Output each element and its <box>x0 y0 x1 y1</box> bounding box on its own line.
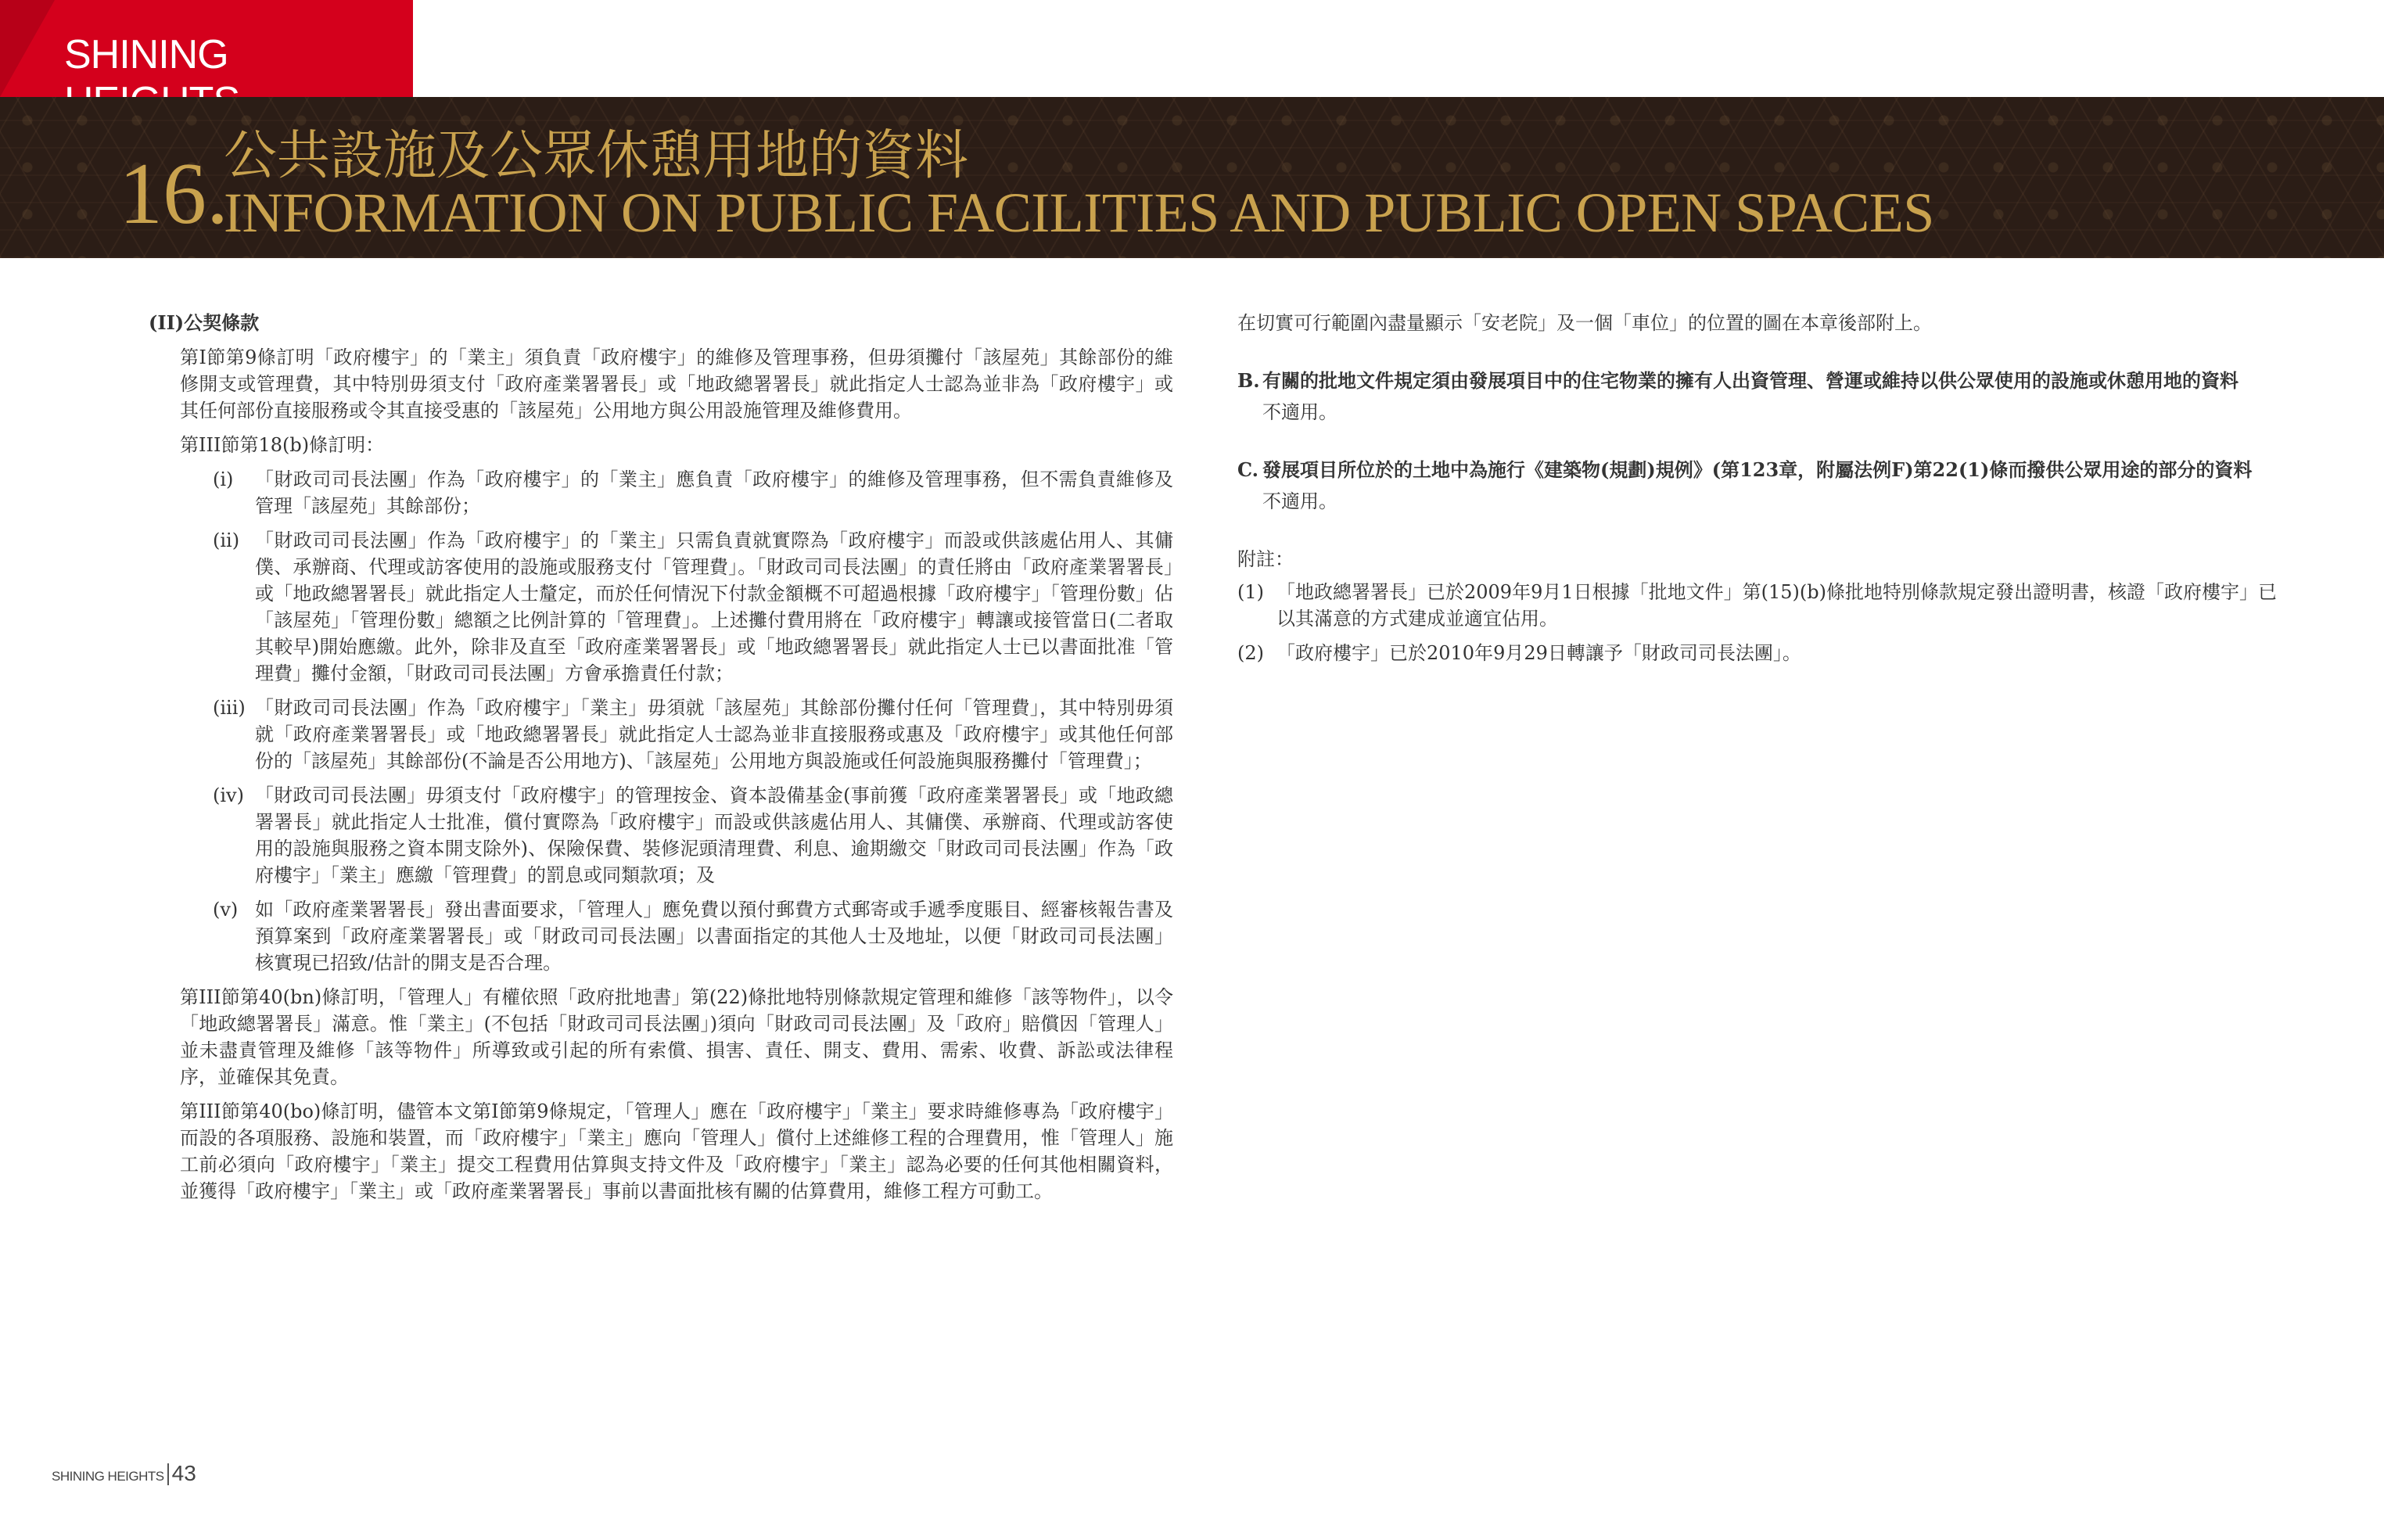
section-title-zh: 公共設施及公眾休憩用地的資料 <box>224 125 969 187</box>
list-item-text: 「財政司司長法團」作為「政府樓宇」「業主」毋須就「該屋苑」其餘部份攤付任何「管理費」，其中特別毋須就「政府產業署署長」或「地政總署署長」就此指定人士認為並非直接服務或惠及「政府樓宇」或其他任何部份的「該屋苑」其餘部份(不論是否公用地方)、「該屋苑」公用地方與設施或任何設施與服務攤付「管理費」； <box>255 697 1173 772</box>
note-label: (1) <box>1237 581 1264 603</box>
note-text: 「地政總署署長」已於2009年9月1日根據「批地文件」第(15)(b)條批地特別條款規定發出證明書，核證「政府樓宇」已以其滿意的方式建成並適宜佔用。 <box>1276 581 2277 630</box>
list-item <box>213 782 1173 888</box>
note-item <box>1237 579 2285 632</box>
list-item-label: (i) <box>213 468 234 490</box>
section-b-heading-text: 有關的批地文件規定須由發展項目中的住宅物業的擁有人出資管理、營運或維持以供公眾使用的設施或休憩用地的資料 <box>1262 369 2239 392</box>
section-c-label: C. <box>1237 458 1259 481</box>
subsection-heading: (II)公契條款 <box>149 311 260 334</box>
paragraph-section-3-clause-18b: 第III節第18(b)條訂明： <box>180 434 385 456</box>
note-label: (2) <box>1237 642 1264 664</box>
list-item-label: (iv) <box>213 784 244 806</box>
page-number: 43 <box>171 1461 196 1485</box>
list-item-text: 如「政府產業署署長」發出書面要求，「管理人」應免費以預付郵費方式郵寄或手遞季度賬目、經審核報告書及預算案到「政府產業署署長」或「財政司司長法團」以書面指定的其他人士及地址，以便「財政司司長法團」核實現已招致/估計的開支是否合理。 <box>255 899 1173 974</box>
notes-title: 附註： <box>1237 548 1294 570</box>
list-item <box>213 896 1173 976</box>
section-b-heading <box>1237 368 2285 394</box>
left-column <box>149 310 1173 1212</box>
footer-divider <box>167 1463 169 1485</box>
paragraph-section-1-clause-9: 第I節第9條訂明「政府樓宇」的「業主」須負責「政府樓宇」的維修及管理事務，但毋須攤付「該屋苑」其餘部份的維修開支或管理費，其中特別毋須支付「政府產業署署長」或「地政總署署長」就此指定人士認為並非為「政府樓宇」或其任何部份直接服務或令其直接受惠的「該屋苑」公用地方與公用設施管理及維修費用。 <box>180 346 1173 422</box>
right-column <box>1237 310 2285 674</box>
brand-tab <box>0 0 413 97</box>
section-b-value: 不適用。 <box>1262 401 1337 423</box>
list-item-text: 「財政司司長法團」作為「政府樓宇」的「業主」只需負責就實際為「政府樓宇」而設或供該處佔用人、其傭僕、承辦商、代理或訪客使用的設施或服務支付「管理費」。「財政司司長法團」的責任將由「政府產業署署長」或「地政總署署長」就此指定人士釐定，而於任何情況下付款金額概不可超過根據「政府樓宇」「管理份數」佔「該屋苑」「管理份數」總額之比例計算的「管理費」。上述攤付費用將在「政府樓宇」轉讓或接管當日(二者取其較早)開始應繳。此外，除非及直至「政府產業署署長」或「地政總署署長」就此指定人士已以書面批准「管理費」攤付金額，「財政司司長法團」方會承擔責任付款； <box>255 529 1173 684</box>
section-number: 16. <box>119 145 228 242</box>
list-item-text: 「財政司司長法團」作為「政府樓宇」的「業主」應負責「政府樓宇」的維修及管理事務，但不需負責維修及管理「該屋苑」其餘部份； <box>255 468 1173 517</box>
brand-name: SHINING <box>64 32 228 77</box>
footer-brand: SHINING HEIGHTS <box>52 1469 164 1484</box>
list-item <box>213 527 1173 687</box>
section-title-en: INFORMATION ON PUBLIC FACILITIES AND PUBLIC OPEN SPACES <box>224 181 1934 244</box>
intro-paragraph: 在切實可行範圍內盡量顯示「安老院」及一個「車位」的位置的圖在本章後部附上。 <box>1237 312 1932 334</box>
section-c-heading-text: 發展項目所位於的土地中為施行《建築物(規劃)規例》(第123章，附屬法例F)第22(1)條而撥供公眾用途的部分的資料 <box>1262 458 2253 481</box>
list-item-label: (ii) <box>213 529 240 551</box>
note-text: 「政府樓宇」已於2010年9月29日轉讓予「財政司司長法團」。 <box>1276 642 1801 664</box>
list-item-label: (iii) <box>213 697 246 719</box>
brand-tab-shade <box>0 0 55 97</box>
section-b-label: B. <box>1237 369 1260 392</box>
paragraph-section-3-clause-40bo: 第III節第40(bo)條訂明，儘管本文第I節第9條規定，「管理人」應在「政府樓宇」「業主」要求時維修專為「政府樓宇」而設的各項服務、設施和裝置，而「政府樓宇」「業主」應向「管理人」償付上述維修工程的合理費用，惟「管理人」施工前必須向「政府樓宇」「業主」提交工程費用估算與支持文件及「政府樓宇」「業主」認為必要的任何其他相關資料，並獲得「政府樓宇」「業主」或「政府產業署署長」事前以書面批核有關的估算費用，維修工程方可動工。 <box>180 1100 1173 1202</box>
page-footer <box>52 1461 196 1486</box>
note-item <box>1237 640 2285 666</box>
paragraph-section-3-clause-40bn: 第III節第40(bn)條訂明，「管理人」有權依照「政府批地書」第(22)條批地特別條款規定管理和維修「該等物件」，以令「地政總署署長」滿意。惟「業主」(不包括「財政司司長法團」)須向「財政司司長法團」及「政府」賠償因「管理人」並未盡責管理及維修「該等物件」所導致或引起的所有索償、損害、責任、開支、費用、需索、收費、訴訟或法律程序，並確保其免責。 <box>180 986 1173 1088</box>
list-item-label: (v) <box>213 899 239 921</box>
list-item <box>213 695 1173 774</box>
list-item <box>213 466 1173 519</box>
section-banner <box>0 97 2384 258</box>
section-c-heading <box>1237 457 2285 483</box>
list-item-text: 「財政司司長法團」毋須支付「政府樓宇」的管理按金、資本設備基金(事前獲「政府產業署署長」或「地政總署署長」就此指定人士批准，償付實際為「政府樓宇」而設或供該處佔用人、其傭僕、承辦商、代理或訪客使用的設施與服務之資本開支除外)、保險保費、裝修泥頭清理費、利息、逾期繳交「財政司司長法團」作為「政府樓宇」「業主」應繳「管理費」的罰息或同類款項；及 <box>255 784 1173 886</box>
section-c-value: 不適用。 <box>1262 490 1337 512</box>
